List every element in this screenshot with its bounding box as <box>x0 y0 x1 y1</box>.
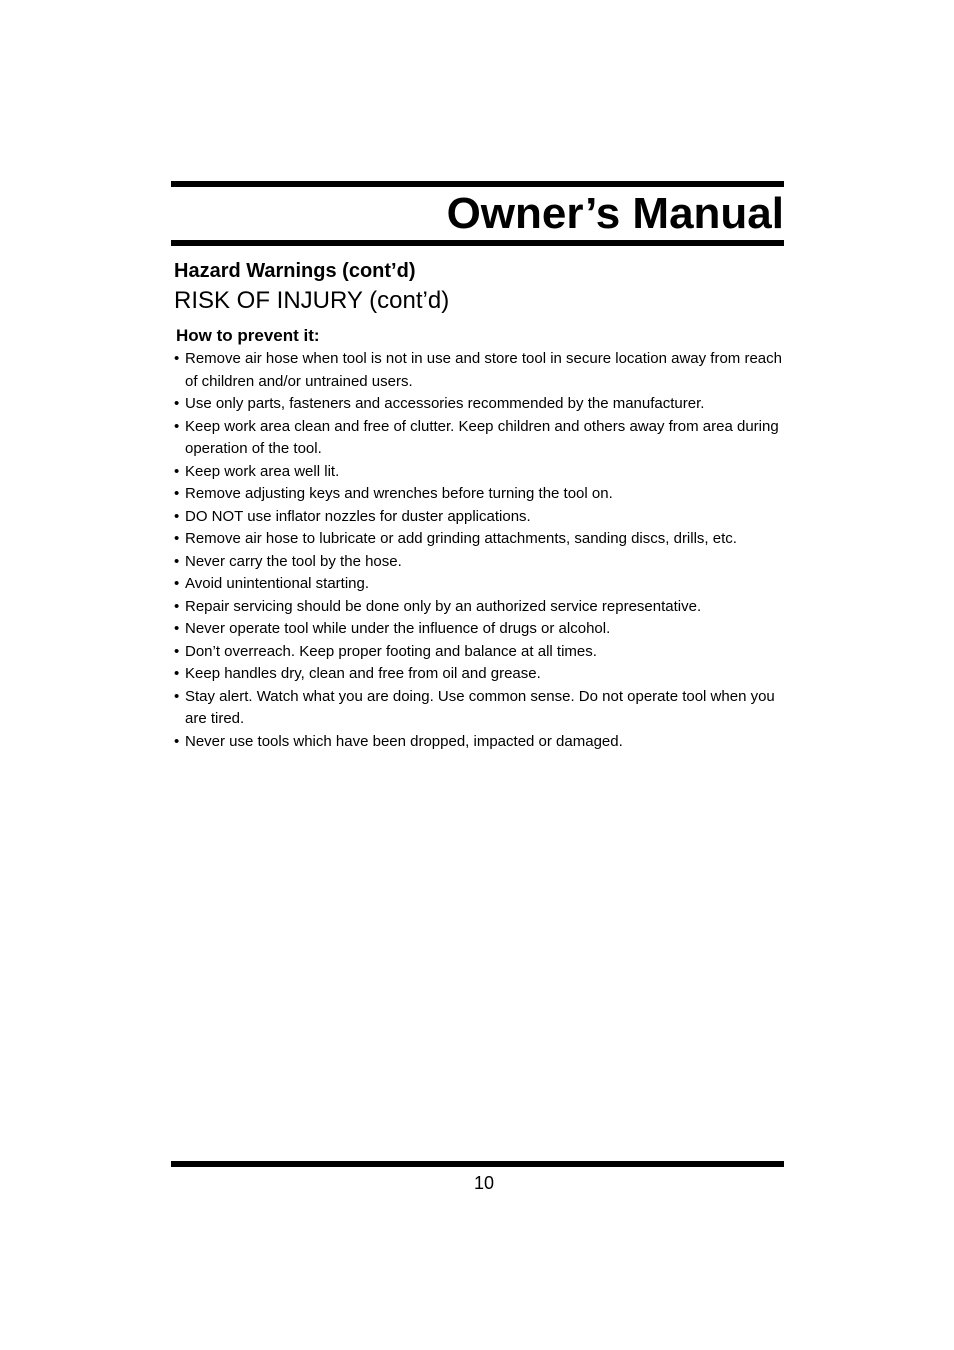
list-item <box>174 416 794 461</box>
list-item <box>174 551 794 574</box>
list-item-text: Don’t overreach. Keep proper footing and balance at all times. <box>185 642 597 660</box>
bullet-icon: • <box>174 665 180 682</box>
manual-title: Owner’s Manual <box>446 189 784 238</box>
bullet-icon: • <box>174 485 180 502</box>
bullet-icon: • <box>174 597 180 615</box>
list-item <box>174 528 794 551</box>
list-item-text: Remove adjusting keys and wrenches before turning the tool on. <box>185 485 613 502</box>
list-item-text: Remove air hose to lubricate or add grinding attachments, sanding discs, drills, etc. <box>185 530 737 547</box>
bullet-icon: • <box>174 552 180 570</box>
list-item <box>174 686 794 731</box>
list-item <box>174 663 794 686</box>
list-item-text: Keep handles dry, clean and free from oil and grease. <box>185 665 541 682</box>
list-item <box>174 393 794 416</box>
section-subheading: RISK OF INJURY (cont’d) <box>174 287 450 314</box>
list-item-text: Avoid unintentional starting. <box>185 575 370 592</box>
bullet-icon: • <box>174 642 180 660</box>
bullet-icon: • <box>174 620 180 637</box>
header-bottom-rule <box>171 240 784 246</box>
list-item-text: Remove air hose when tool is not in use and store tool in secure location away from reach of children and/or untrained users. <box>185 350 782 390</box>
list-item-text: Never operate tool while under the influence of drugs or alcohol. <box>185 620 611 637</box>
section-heading: Hazard Warnings (cont’d) <box>174 260 416 282</box>
footer-rule <box>171 1161 784 1167</box>
prevent-heading: How to prevent it: <box>176 326 320 345</box>
header-top-rule <box>171 181 784 187</box>
page-number: 10 <box>473 1173 495 1193</box>
bullet-icon: • <box>174 507 180 525</box>
list-item <box>174 641 794 664</box>
bullet-icon: • <box>174 395 180 412</box>
list-item-text: DO NOT use inflator nozzles for duster applications. <box>185 507 531 525</box>
list-item-text: Keep work area well lit. <box>185 462 340 480</box>
list-item-text: Stay alert. Watch what you are doing. Use common sense. Do not operate tool when you are tired. <box>185 687 775 727</box>
list-item <box>174 506 794 529</box>
list-item <box>174 483 794 506</box>
list-item-text: Keep work area clean and free of clutter. Keep children and others away from area during operation of the tool. <box>185 417 779 457</box>
list-item <box>174 461 794 484</box>
bullet-icon: • <box>174 575 180 592</box>
list-item-text: Never carry the tool by the hose. <box>185 552 402 570</box>
list-item-text: Repair servicing should be done only by an authorized service representative. <box>185 597 702 615</box>
bullet-icon: • <box>174 350 180 367</box>
list-item <box>174 596 794 619</box>
list-item <box>174 731 794 754</box>
bullet-icon: • <box>174 417 180 435</box>
bullet-icon: • <box>174 687 180 705</box>
bullet-icon: • <box>174 462 180 480</box>
prevention-list <box>174 348 794 753</box>
list-item-text: Never use tools which have been dropped, impacted or damaged. <box>185 732 623 750</box>
list-item <box>174 618 794 641</box>
list-item <box>174 348 794 393</box>
bullet-icon: • <box>174 732 180 750</box>
bullet-icon: • <box>174 530 180 547</box>
list-item <box>174 573 794 596</box>
list-item-text: Use only parts, fasteners and accessories recommended by the manufacturer. <box>185 395 705 412</box>
